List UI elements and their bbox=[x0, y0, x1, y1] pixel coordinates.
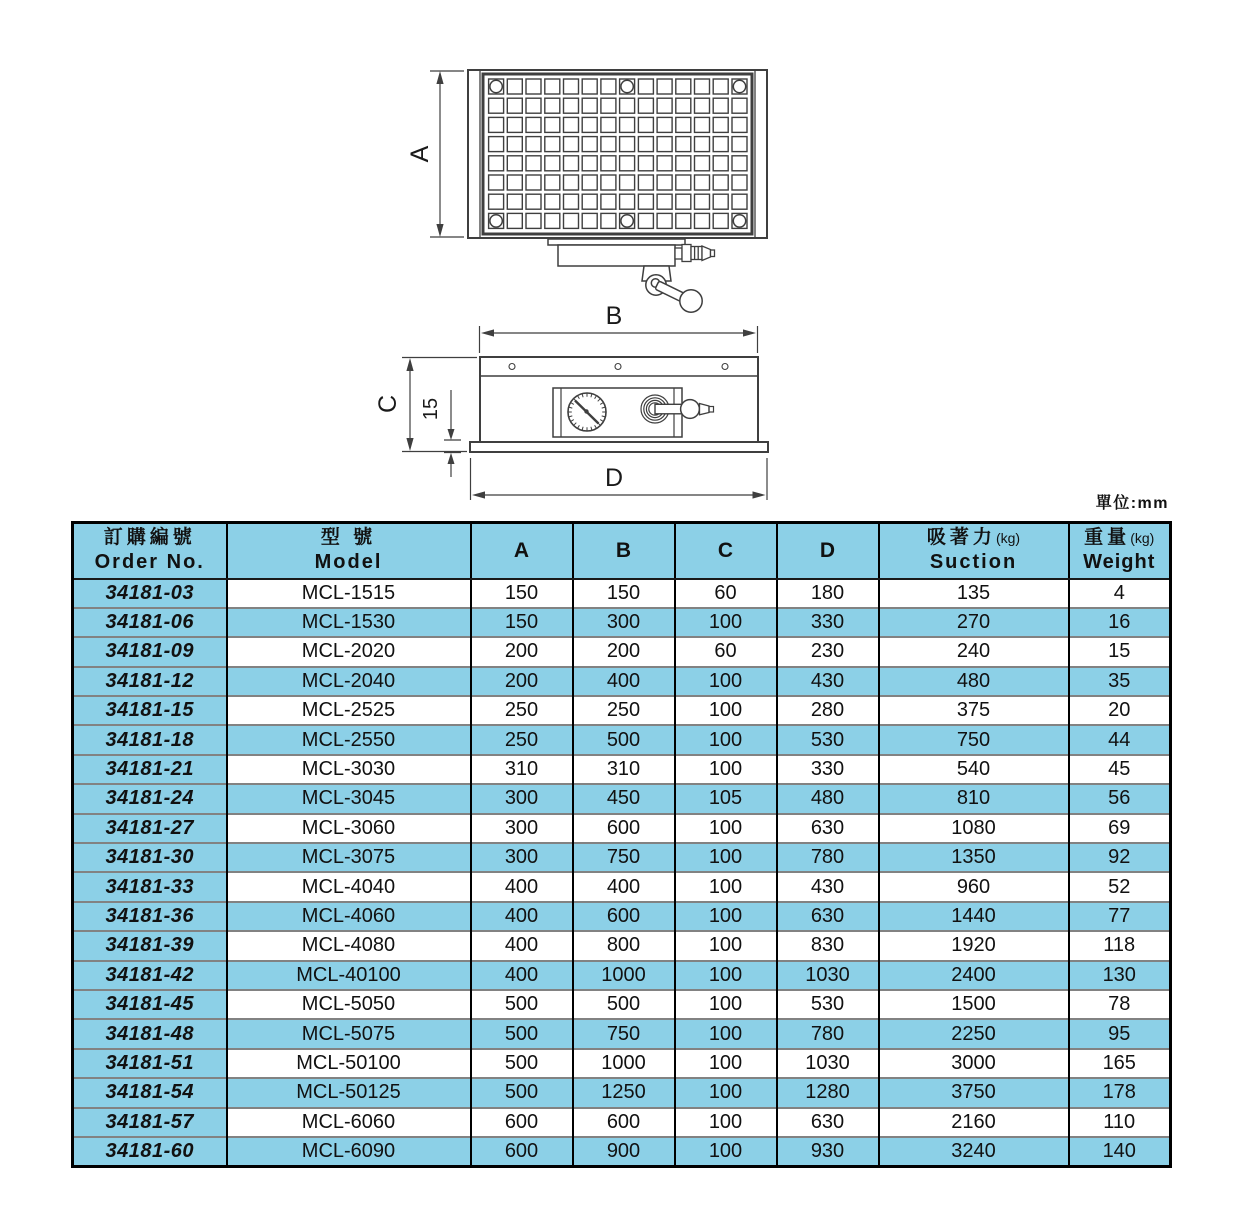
table-row bbox=[73, 902, 1171, 931]
table-row bbox=[73, 579, 1171, 608]
table-row bbox=[73, 667, 1171, 696]
table-row bbox=[73, 755, 1171, 784]
cell-d: 780 bbox=[777, 843, 879, 872]
cell-order-no: 34181-18 bbox=[73, 725, 227, 754]
cell-b: 800 bbox=[573, 931, 675, 960]
cell-a: 250 bbox=[471, 696, 573, 725]
cell-model: MCL-6060 bbox=[227, 1108, 471, 1137]
header-order-no-zh: 訂購編號 bbox=[103, 527, 196, 549]
cell-c: 100 bbox=[675, 814, 777, 843]
cell-weight: 92 bbox=[1069, 843, 1171, 872]
cell-c: 105 bbox=[675, 784, 777, 813]
cell-c: 100 bbox=[675, 667, 777, 696]
cell-suction: 540 bbox=[879, 755, 1069, 784]
cell-order-no: 34181-42 bbox=[73, 961, 227, 990]
cell-weight: 44 bbox=[1069, 725, 1171, 754]
cell-a: 600 bbox=[471, 1108, 573, 1137]
table-row bbox=[73, 696, 1171, 725]
cell-c: 100 bbox=[675, 608, 777, 637]
cell-weight: 110 bbox=[1069, 1108, 1171, 1137]
cell-suction: 3000 bbox=[879, 1049, 1069, 1078]
cell-model: MCL-40100 bbox=[227, 961, 471, 990]
cell-model: MCL-3030 bbox=[227, 755, 471, 784]
cell-order-no: 34181-30 bbox=[73, 843, 227, 872]
top-view bbox=[406, 70, 767, 312]
cell-weight: 78 bbox=[1069, 990, 1171, 1019]
dim-b-label: B bbox=[605, 302, 623, 330]
cell-d: 1280 bbox=[777, 1078, 879, 1107]
cell-a: 150 bbox=[471, 608, 573, 637]
cell-order-no: 34181-03 bbox=[73, 579, 227, 608]
cell-b: 750 bbox=[573, 1019, 675, 1048]
cell-a: 300 bbox=[471, 843, 573, 872]
cell-c: 100 bbox=[675, 990, 777, 1019]
header-weight-en: Weight bbox=[1083, 551, 1156, 574]
header-model bbox=[227, 523, 471, 579]
cell-weight: 20 bbox=[1069, 696, 1171, 725]
dim-d-label: D bbox=[604, 464, 624, 492]
cell-c: 100 bbox=[675, 1078, 777, 1107]
cell-weight: 4 bbox=[1069, 579, 1171, 608]
table-row bbox=[73, 814, 1171, 843]
cell-b: 1250 bbox=[573, 1078, 675, 1107]
cell-weight: 178 bbox=[1069, 1078, 1171, 1107]
dim-c-label: C bbox=[374, 394, 402, 414]
cell-order-no: 34181-57 bbox=[73, 1108, 227, 1137]
cell-weight: 16 bbox=[1069, 608, 1171, 637]
weight-kg-unit: (kg) bbox=[1130, 530, 1155, 547]
cell-d: 430 bbox=[777, 872, 879, 901]
cell-model: MCL-6090 bbox=[227, 1137, 471, 1166]
cell-suction: 960 bbox=[879, 872, 1069, 901]
header-order-no bbox=[73, 523, 227, 579]
cell-weight: 77 bbox=[1069, 902, 1171, 931]
table-row bbox=[73, 637, 1171, 666]
cell-a: 400 bbox=[471, 961, 573, 990]
cell-c: 100 bbox=[675, 902, 777, 931]
cell-model: MCL-1530 bbox=[227, 608, 471, 637]
header-row bbox=[73, 523, 1171, 579]
valve-assembly bbox=[548, 239, 715, 312]
dim-a-label: A bbox=[406, 145, 434, 163]
cell-c: 100 bbox=[675, 1108, 777, 1137]
cell-suction: 240 bbox=[879, 637, 1069, 666]
spec-table bbox=[71, 521, 1172, 1168]
cell-weight: 130 bbox=[1069, 961, 1171, 990]
cell-suction: 270 bbox=[879, 608, 1069, 637]
unit-label: 單位:mm bbox=[1095, 495, 1169, 512]
table-row bbox=[73, 961, 1171, 990]
cell-order-no: 34181-39 bbox=[73, 931, 227, 960]
cell-d: 1030 bbox=[777, 961, 879, 990]
header-suction-en: Suction bbox=[929, 551, 1018, 574]
cell-order-no: 34181-36 bbox=[73, 902, 227, 931]
dim-15 bbox=[444, 390, 461, 477]
cell-suction: 1500 bbox=[879, 990, 1069, 1019]
cell-a: 500 bbox=[471, 1078, 573, 1107]
cell-c: 100 bbox=[675, 931, 777, 960]
cell-order-no: 34181-51 bbox=[73, 1049, 227, 1078]
cell-b: 600 bbox=[573, 814, 675, 843]
cell-c: 100 bbox=[675, 1019, 777, 1048]
cell-model: MCL-50125 bbox=[227, 1078, 471, 1107]
cell-c: 100 bbox=[675, 725, 777, 754]
cell-c: 100 bbox=[675, 872, 777, 901]
cell-a: 400 bbox=[471, 872, 573, 901]
cell-b: 750 bbox=[573, 843, 675, 872]
cell-a: 500 bbox=[471, 1019, 573, 1048]
cell-d: 1030 bbox=[777, 1049, 879, 1078]
cell-c: 60 bbox=[675, 579, 777, 608]
cell-d: 280 bbox=[777, 696, 879, 725]
cell-suction: 480 bbox=[879, 667, 1069, 696]
cell-b: 1000 bbox=[573, 961, 675, 990]
table-row bbox=[73, 843, 1171, 872]
header-weight bbox=[1069, 523, 1171, 579]
cell-suction: 1920 bbox=[879, 931, 1069, 960]
cell-suction: 1440 bbox=[879, 902, 1069, 931]
cell-b: 1000 bbox=[573, 1049, 675, 1078]
cell-order-no: 34181-60 bbox=[73, 1137, 227, 1166]
cell-b: 150 bbox=[573, 579, 675, 608]
header-order-no-en: Order No. bbox=[94, 551, 205, 574]
table-row bbox=[73, 931, 1171, 960]
cell-order-no: 34181-33 bbox=[73, 872, 227, 901]
front-view bbox=[374, 302, 768, 500]
cell-b: 500 bbox=[573, 725, 675, 754]
table-row bbox=[73, 872, 1171, 901]
cell-d: 630 bbox=[777, 1108, 879, 1137]
header-model-zh: 型 號 bbox=[320, 527, 377, 549]
cell-a: 300 bbox=[471, 814, 573, 843]
cell-order-no: 34181-09 bbox=[73, 637, 227, 666]
cell-a: 310 bbox=[471, 755, 573, 784]
cell-c: 100 bbox=[675, 696, 777, 725]
cell-b: 310 bbox=[573, 755, 675, 784]
cell-b: 400 bbox=[573, 872, 675, 901]
cell-model: MCL-3045 bbox=[227, 784, 471, 813]
table-row bbox=[73, 608, 1171, 637]
cell-b: 600 bbox=[573, 902, 675, 931]
cell-b: 450 bbox=[573, 784, 675, 813]
cell-suction: 375 bbox=[879, 696, 1069, 725]
lever-handle bbox=[642, 266, 702, 312]
cell-d: 630 bbox=[777, 814, 879, 843]
cell-model: MCL-2040 bbox=[227, 667, 471, 696]
cell-model: MCL-1515 bbox=[227, 579, 471, 608]
cell-suction: 1080 bbox=[879, 814, 1069, 843]
cell-b: 250 bbox=[573, 696, 675, 725]
header-weight-zh: 重量(kg) bbox=[1084, 527, 1155, 549]
table-row bbox=[73, 725, 1171, 754]
cell-weight: 118 bbox=[1069, 931, 1171, 960]
cell-model: MCL-3075 bbox=[227, 843, 471, 872]
cell-weight: 140 bbox=[1069, 1137, 1171, 1166]
cell-c: 100 bbox=[675, 1049, 777, 1078]
cell-model: MCL-2550 bbox=[227, 725, 471, 754]
cell-b: 400 bbox=[573, 667, 675, 696]
cell-weight: 35 bbox=[1069, 667, 1171, 696]
cell-d: 630 bbox=[777, 902, 879, 931]
cell-d: 530 bbox=[777, 990, 879, 1019]
table-row bbox=[73, 1019, 1171, 1048]
table-row bbox=[73, 1078, 1171, 1107]
cell-a: 200 bbox=[471, 637, 573, 666]
cell-suction: 3240 bbox=[879, 1137, 1069, 1166]
cell-c: 100 bbox=[675, 755, 777, 784]
cell-model: MCL-2020 bbox=[227, 637, 471, 666]
cell-d: 230 bbox=[777, 637, 879, 666]
suction-kg-unit: (kg) bbox=[995, 530, 1021, 547]
cell-a: 150 bbox=[471, 579, 573, 608]
cell-order-no: 34181-06 bbox=[73, 608, 227, 637]
cell-b: 900 bbox=[573, 1137, 675, 1166]
hose-nipple bbox=[675, 245, 715, 262]
cell-order-no: 34181-27 bbox=[73, 814, 227, 843]
dim-15-label: 15 bbox=[420, 397, 442, 421]
cell-a: 300 bbox=[471, 784, 573, 813]
cell-d: 330 bbox=[777, 608, 879, 637]
cell-model: MCL-5075 bbox=[227, 1019, 471, 1048]
cell-a: 200 bbox=[471, 667, 573, 696]
cell-d: 480 bbox=[777, 784, 879, 813]
dim-a bbox=[430, 71, 464, 237]
table-row bbox=[73, 990, 1171, 1019]
header-model-en: Model bbox=[314, 551, 383, 574]
cell-d: 930 bbox=[777, 1137, 879, 1166]
cell-order-no: 34181-45 bbox=[73, 990, 227, 1019]
cell-c: 60 bbox=[675, 637, 777, 666]
cell-d: 830 bbox=[777, 931, 879, 960]
cell-a: 400 bbox=[471, 902, 573, 931]
cell-weight: 95 bbox=[1069, 1019, 1171, 1048]
cell-d: 180 bbox=[777, 579, 879, 608]
cell-order-no: 34181-24 bbox=[73, 784, 227, 813]
cell-d: 780 bbox=[777, 1019, 879, 1048]
cell-a: 500 bbox=[471, 1049, 573, 1078]
cell-weight: 69 bbox=[1069, 814, 1171, 843]
cell-b: 600 bbox=[573, 1108, 675, 1137]
cell-model: MCL-3060 bbox=[227, 814, 471, 843]
cell-weight: 15 bbox=[1069, 637, 1171, 666]
cell-d: 430 bbox=[777, 667, 879, 696]
cell-weight: 52 bbox=[1069, 872, 1171, 901]
cell-b: 200 bbox=[573, 637, 675, 666]
dim-b bbox=[480, 326, 758, 353]
cell-model: MCL-5050 bbox=[227, 990, 471, 1019]
cell-a: 250 bbox=[471, 725, 573, 754]
cell-order-no: 34181-54 bbox=[73, 1078, 227, 1107]
table-row bbox=[73, 1137, 1171, 1166]
cell-a: 400 bbox=[471, 931, 573, 960]
cell-suction: 3750 bbox=[879, 1078, 1069, 1107]
cell-b: 500 bbox=[573, 990, 675, 1019]
cell-suction: 810 bbox=[879, 784, 1069, 813]
cell-d: 530 bbox=[777, 725, 879, 754]
cell-model: MCL-4040 bbox=[227, 872, 471, 901]
cell-suction: 750 bbox=[879, 725, 1069, 754]
cell-a: 500 bbox=[471, 990, 573, 1019]
header-d: D bbox=[777, 523, 879, 579]
header-suction bbox=[879, 523, 1069, 579]
cell-c: 100 bbox=[675, 1137, 777, 1166]
cell-order-no: 34181-48 bbox=[73, 1019, 227, 1048]
cell-weight: 45 bbox=[1069, 755, 1171, 784]
cell-d: 330 bbox=[777, 755, 879, 784]
cell-model: MCL-2525 bbox=[227, 696, 471, 725]
cell-suction: 1350 bbox=[879, 843, 1069, 872]
table-header bbox=[73, 523, 1171, 579]
header-c: C bbox=[675, 523, 777, 579]
cell-suction: 135 bbox=[879, 579, 1069, 608]
cell-model: MCL-4080 bbox=[227, 931, 471, 960]
cell-weight: 165 bbox=[1069, 1049, 1171, 1078]
cell-weight: 56 bbox=[1069, 784, 1171, 813]
cell-suction: 2250 bbox=[879, 1019, 1069, 1048]
cell-c: 100 bbox=[675, 843, 777, 872]
header-suction-zh: 吸著力(kg) bbox=[926, 527, 1021, 549]
cell-b: 300 bbox=[573, 608, 675, 637]
table-row bbox=[73, 1049, 1171, 1078]
technical-drawing bbox=[0, 0, 1240, 520]
table-row bbox=[73, 784, 1171, 813]
header-b: B bbox=[573, 523, 675, 579]
cell-suction: 2160 bbox=[879, 1108, 1069, 1137]
header-a: A bbox=[471, 523, 573, 579]
cell-order-no: 34181-12 bbox=[73, 667, 227, 696]
cell-order-no: 34181-21 bbox=[73, 755, 227, 784]
spec-table-body bbox=[73, 579, 1171, 1167]
cell-model: MCL-4060 bbox=[227, 902, 471, 931]
cell-a: 600 bbox=[471, 1137, 573, 1166]
table-row bbox=[73, 1108, 1171, 1137]
cell-model: MCL-50100 bbox=[227, 1049, 471, 1078]
cell-suction: 2400 bbox=[879, 961, 1069, 990]
cell-order-no: 34181-15 bbox=[73, 696, 227, 725]
cell-c: 100 bbox=[675, 961, 777, 990]
